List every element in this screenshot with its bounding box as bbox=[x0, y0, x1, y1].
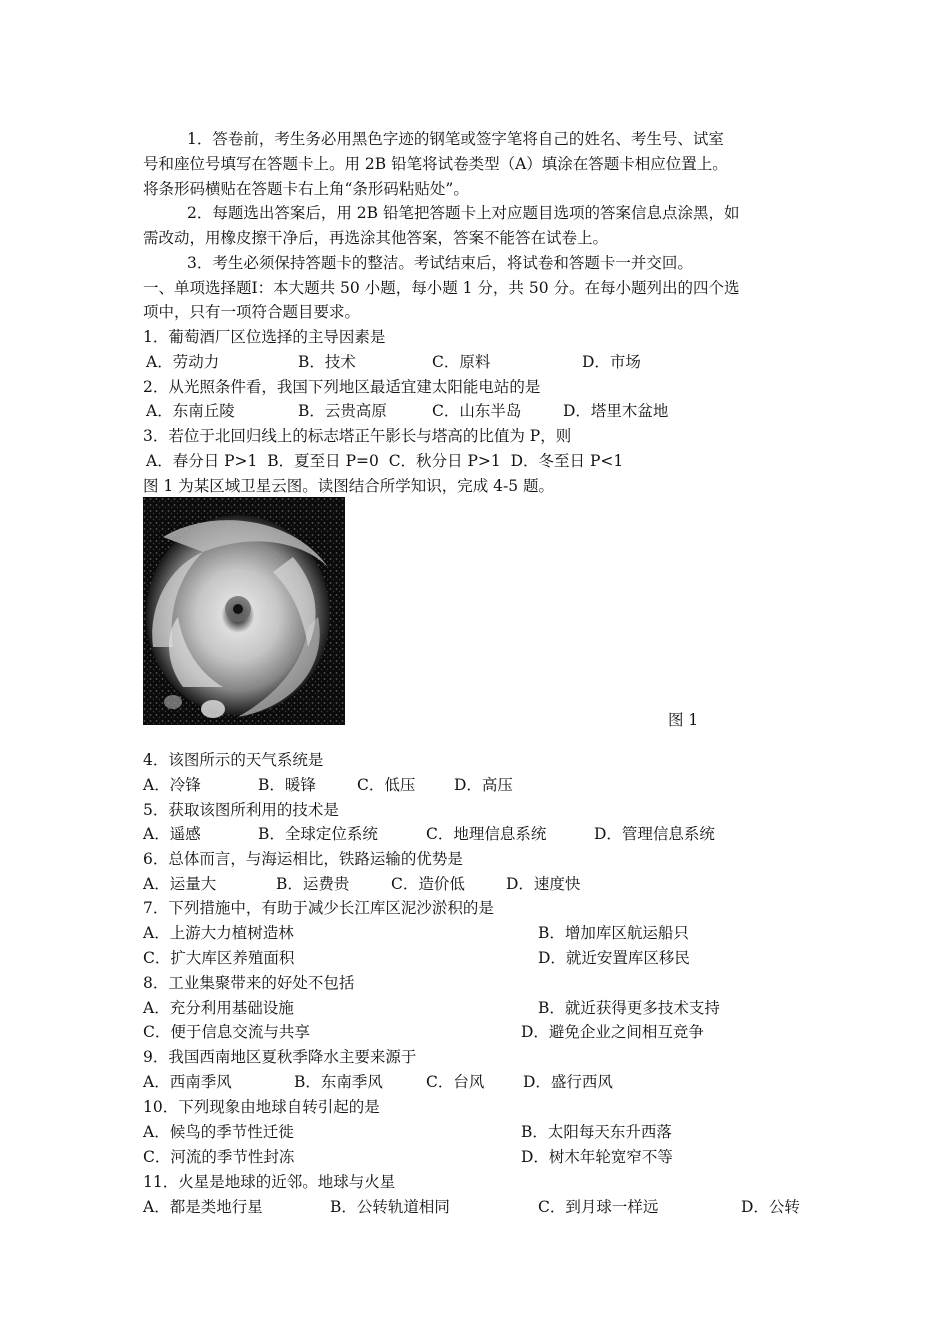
q11-option-c: C．到月球一样远 bbox=[538, 1198, 659, 1216]
q5-option-b: B．全球定位系统 bbox=[258, 825, 378, 843]
q10-option-c: C．河流的季节性封冻 bbox=[143, 1148, 295, 1166]
q7-option-a: A．上游大力植树造林 bbox=[143, 924, 294, 942]
figure-intro: 图 1 为某区域卫星云图。读图结合所学知识，完成 4-5 题。 bbox=[143, 477, 555, 495]
q6-option-d: D．速度快 bbox=[506, 875, 581, 893]
q3-stem: 3．若位于北回归线上的标志塔正午影长与塔高的比值为 P，则 bbox=[143, 427, 572, 445]
q9-option-d: D．盛行西风 bbox=[523, 1073, 613, 1091]
q4-option-c: C．低压 bbox=[357, 776, 416, 794]
instruction-1-line-1: 1．答卷前，考生务必用黑色字迹的钢笔或签字笔将自己的姓名、考生号、试室 bbox=[187, 130, 724, 148]
q9-option-b: B．东南季风 bbox=[294, 1073, 383, 1091]
q1-option-c: C．原料 bbox=[432, 353, 491, 371]
instruction-1-line-2: 号和座位号填写在答题卡上。用 2B 铅笔将试卷类型（A）填涂在答题卡相应位置上。 bbox=[143, 155, 728, 173]
q11-option-b: B．公转轨道相同 bbox=[330, 1198, 450, 1216]
q11-option-d: D．公转 bbox=[741, 1198, 800, 1216]
q2-option-a: A．东南丘陵 bbox=[146, 402, 235, 420]
q11-option-a: A．都是类地行星 bbox=[143, 1198, 263, 1216]
q5-option-a: A．遥感 bbox=[143, 825, 201, 843]
q9-stem: 9．我国西南地区夏秋季降水主要来源于 bbox=[143, 1048, 417, 1066]
instruction-2-line-2: 需改动，用橡皮擦干净后，再选涂其他答案，答案不能答在试卷上。 bbox=[143, 229, 609, 247]
section-heading-line-1: 一、单项选择题Ⅰ：本大题共 50 小题，每小题 1 分，共 50 分。在每小题列出的四个选 bbox=[143, 279, 740, 297]
q8-option-b: B．就近获得更多技术支持 bbox=[538, 999, 720, 1017]
q2-option-d: D．塔里木盆地 bbox=[563, 402, 669, 420]
q7-option-c: C．扩大库区养殖面积 bbox=[143, 949, 295, 967]
figure-caption: 图 1 bbox=[668, 711, 699, 729]
q5-option-d: D．管理信息系统 bbox=[594, 825, 715, 843]
q5-option-c: C．地理信息系统 bbox=[426, 825, 547, 843]
q8-option-c: C．便于信息交流与共享 bbox=[143, 1023, 310, 1041]
q1-option-d: D．市场 bbox=[582, 353, 641, 371]
q1-option-b: B．技术 bbox=[298, 353, 356, 371]
q6-option-b: B．运费贵 bbox=[276, 875, 350, 893]
q8-option-a: A．充分利用基础设施 bbox=[143, 999, 294, 1017]
q10-stem: 10．下列现象由地球自转引起的是 bbox=[143, 1098, 380, 1116]
q2-option-c: C．山东半岛 bbox=[432, 402, 522, 420]
section-heading-line-2: 项中，只有一项符合题目要求。 bbox=[143, 303, 361, 321]
q9-option-c: C．台风 bbox=[426, 1073, 485, 1091]
q6-stem: 6．总体而言，与海运相比，铁路运输的优势是 bbox=[143, 850, 463, 868]
typhoon-cloud-graphic bbox=[143, 497, 345, 725]
q7-option-b: B．增加库区航运船只 bbox=[538, 924, 689, 942]
q1-stem: 1．葡萄酒厂区位选择的主导因素是 bbox=[143, 328, 386, 346]
q11-stem: 11．火星是地球的近邻。地球与火星 bbox=[143, 1173, 396, 1191]
instruction-3: 3．考生必须保持答题卡的整洁。考试结束后，将试卷和答题卡一并交回。 bbox=[187, 254, 693, 272]
q2-stem: 2．从光照条件看，我国下列地区最适宜建太阳能电站的是 bbox=[143, 378, 541, 396]
q10-option-b: B．太阳每天东升西落 bbox=[521, 1123, 672, 1141]
q5-stem: 5．获取该图所利用的技术是 bbox=[143, 801, 339, 819]
satellite-cloud-image bbox=[143, 497, 345, 725]
q8-option-d: D．避免企业之间相互竞争 bbox=[521, 1023, 704, 1041]
q7-stem: 7．下列措施中，有助于减少长江库区泥沙淤积的是 bbox=[143, 899, 494, 917]
q6-option-a: A．运量大 bbox=[143, 875, 217, 893]
q4-option-d: D．高压 bbox=[454, 776, 513, 794]
q7-option-d: D．就近安置库区移民 bbox=[538, 949, 690, 967]
q4-option-b: B．暖锋 bbox=[258, 776, 316, 794]
q4-stem: 4．该图所示的天气系统是 bbox=[143, 751, 324, 769]
q8-stem: 8．工业集聚带来的好处不包括 bbox=[143, 974, 355, 992]
q6-option-c: C．造价低 bbox=[391, 875, 465, 893]
q3-options: A．春分日 P>1 B．夏至日 P=0 C．秋分日 P>1 D．冬至日 P<1 bbox=[146, 452, 624, 470]
instruction-1-line-3: 将条形码横贴在答题卡右上角“条形码粘贴处”。 bbox=[143, 180, 469, 198]
q1-option-a: A．劳动力 bbox=[146, 353, 220, 371]
q10-option-d: D．树木年轮宽窄不等 bbox=[521, 1148, 673, 1166]
q9-option-a: A．西南季风 bbox=[143, 1073, 232, 1091]
q10-option-a: A．候鸟的季节性迁徙 bbox=[143, 1123, 294, 1141]
q4-option-a: A．冷锋 bbox=[143, 776, 201, 794]
instruction-2-line-1: 2．每题选出答案后，用 2B 铅笔把答题卡上对应题目选项的答案信息点涂黑，如 bbox=[187, 204, 740, 222]
q2-option-b: B．云贵高原 bbox=[298, 402, 387, 420]
